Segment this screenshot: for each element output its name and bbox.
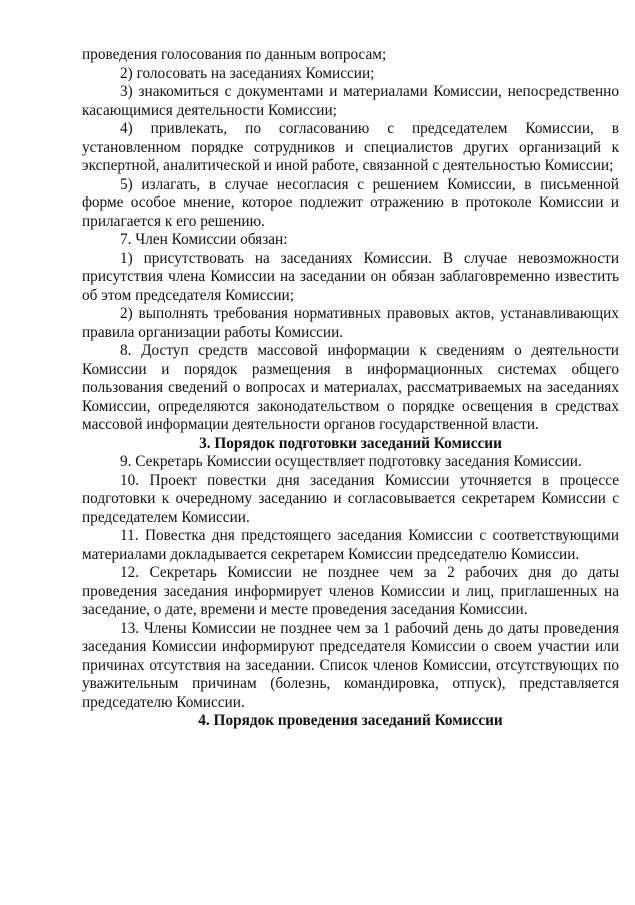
paragraph: 13. Члены Комиссии не позднее чем за 1 рабочий день до даты проведения заседания Комиссии информируют председателя Комиссии о своем участии или причинах отсутствия на заседании. Список членов Комиссии, отсутствующих по уважительным причинам (болезнь, командировка, отпуск), представляется председателю Комиссии. xyxy=(82,619,619,711)
paragraph: 7. Член Комиссии обязан: xyxy=(120,231,288,248)
paragraph: 5) излагать, в случае несогласия с решением Комиссии, в письменной форме особое мнение, которое подлежит отражению в протоколе Комиссии и прилагается к его решению. xyxy=(82,175,619,230)
paragraph: 4) привлекать, по согласованию с председателем Комиссии, в установленном порядке сотрудников и специалистов других организаций к экспертной, аналитической и иной работе, связанной с деятельностью Комиссии; xyxy=(82,120,619,174)
paragraph: 2) голосовать на заседаниях Комиссии; xyxy=(120,64,375,82)
paragraph: 10. Проект повестки дня заседания Комиссии уточняется в процессе подготовки к очередному заседанию и согласовывается секретарем Комиссии с председателем Комиссии. xyxy=(82,471,619,526)
paragraph: 1) присутствовать на заседаниях Комиссии. В случае невозможности присутствия члена Комиссии на заседании он обязан заблаговременно известить об этом председателя Комиссии; xyxy=(82,249,619,304)
section-heading: 4. Порядок проведения заседаний Комиссии xyxy=(198,712,503,729)
paragraph-continuation: проведения голосования по данным вопросам; xyxy=(82,46,387,63)
document-page xyxy=(82,46,619,731)
section-heading: 3. Порядок подготовки заседаний Комиссии xyxy=(199,434,502,452)
paragraph: 8. Доступ средств массовой информации к сведениям о деятельности Комиссии и порядок размещения в информационных системах общего пользования сведений о вопросах и материалах, рассматриваемых на заседаниях Комиссии, определяются законодательством о порядке освещения в средствах массовой информации деятельности органов государственной власти. xyxy=(82,342,619,433)
paragraph: 2) выполнять требования нормативных правовых актов, устанавливающих правила организации работы Комиссии. xyxy=(82,305,619,341)
paragraph: 12. Секретарь Комиссии не позднее чем за 2 рабочих дня до даты проведения заседания информирует членов Комиссии и лиц, приглашенных на заседание, о дате, времени и месте проведения заседания Комиссии. xyxy=(82,564,619,618)
paragraph: 11. Повестка дня предстоящего заседания Комиссии с соответствующими материалами докладывается секретарем Комиссии председателю Комиссии. xyxy=(82,527,619,563)
paragraph: 3) знакомиться с документами и материалами Комиссии, непосредственно касающимися деятельности Комиссии; xyxy=(82,83,619,119)
paragraph: 9. Секретарь Комиссии осуществляет подготовку заседания Комиссии. xyxy=(120,453,582,470)
